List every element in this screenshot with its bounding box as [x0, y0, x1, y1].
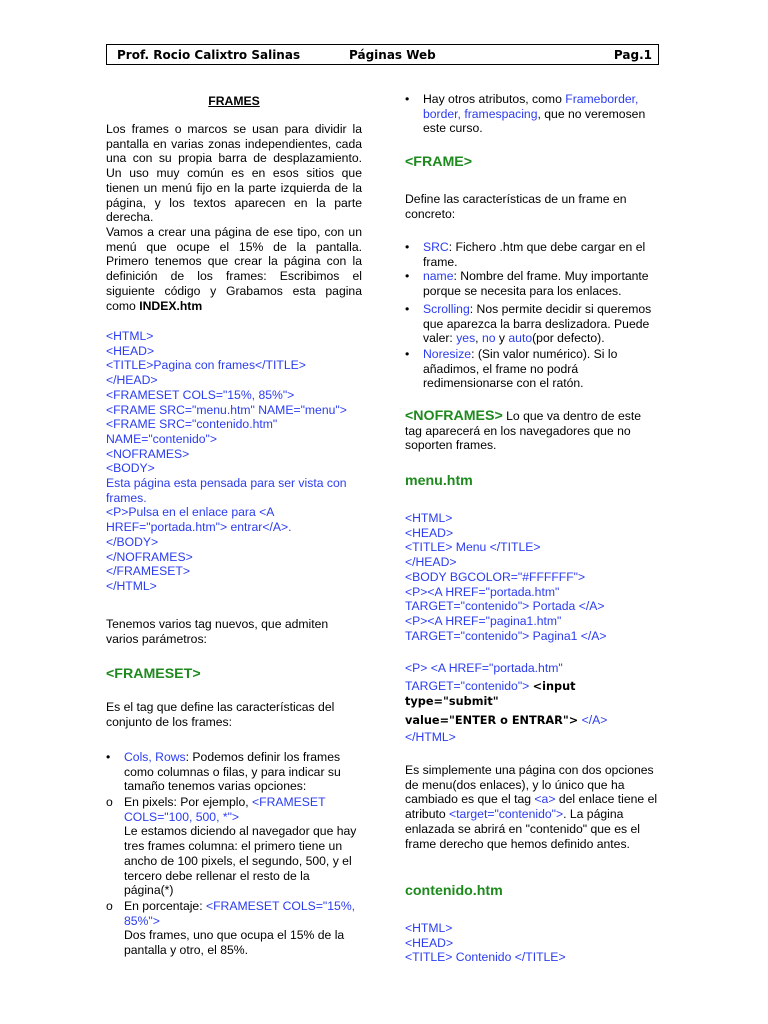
- cols-rows-term: Cols, Rows: [124, 750, 186, 764]
- list-item-text: Hay otros atributos, como: [423, 92, 566, 106]
- code-line: <P><A HREF="pagina1.htm": [405, 613, 562, 628]
- list-item-text: , que no veremosen este curso.: [423, 106, 646, 136]
- list-item: [405, 269, 661, 298]
- code-line: <FRAMESET COLS="15%, 85%">: [106, 387, 295, 402]
- menu-htm-heading: menu.htm: [405, 473, 473, 489]
- header-author: Prof. Rocio Calixtro Salinas: [117, 48, 301, 62]
- frame-heading: <FRAME>: [405, 154, 473, 170]
- code-line: <BODY>: [106, 461, 155, 476]
- contenido-htm-heading: contenido.htm: [405, 883, 503, 899]
- attr-name: Noresize: [423, 347, 472, 361]
- list-item: [106, 899, 362, 958]
- list-item: [405, 92, 661, 136]
- code-line: <P> <A HREF="portada.htm": [405, 661, 563, 675]
- code-line: <TITLE> Contenido </TITLE>: [405, 950, 566, 965]
- inline-code: <FRAMESET COLS="15%, 85%">: [124, 899, 356, 928]
- code-line: <HEAD>: [106, 343, 155, 358]
- attribute-names: Frameborder, border, framespacing: [423, 92, 639, 121]
- menu-code-block: [405, 511, 661, 643]
- attr-name: Scrolling: [423, 302, 470, 316]
- noframes-heading: <NOFRAMES>: [405, 408, 503, 424]
- section-title: FRAMES: [208, 94, 260, 108]
- code-line: </HEAD>: [106, 373, 158, 388]
- list-item: [405, 347, 661, 391]
- menu-explanation: [405, 763, 661, 851]
- value-auto: auto: [508, 331, 533, 346]
- html-close-line: </HTML>: [405, 730, 456, 744]
- explanation-text: Es simplemente una página con dos opciones de menu(dos enlaces), y lo único que ha cambiado es que el tag: [405, 763, 654, 807]
- list-item-text: : Fichero .htm que debe cargar en el frame.: [423, 240, 646, 269]
- page-header: [106, 44, 659, 65]
- list-item-text: (por defecto).: [532, 331, 605, 346]
- code-line: Esta página esta pensada para ser vista con: [106, 476, 347, 491]
- code-line: <BODY BGCOLOR="#FFFFFF">: [405, 569, 586, 584]
- value-yes: yes: [456, 331, 476, 346]
- index-filename: INDEX.htm: [139, 298, 203, 313]
- list-item-text: Dos frames, uno que ocupa el 15% de la pantalla y otro, el 85%.: [124, 928, 345, 958]
- input-submit-code: <input type="submit": [405, 679, 576, 709]
- instructions-text: Vamos a crear una página de ese tipo, con un menú que ocupe el 15% de la pantalla. Primero tenemos que crear la página con la definición de los frames: Escribimos el siguiente código y Grabamos esta pagina como: [106, 225, 362, 313]
- attr-name: name: [423, 269, 454, 283]
- list-item-text: Le estamos diciendo al navegador que hay tres frames columna: el primero tiene un ancho de 100 pixels, el segundo, 500, y el tercero debe rellenar el resto de la página(*): [124, 824, 357, 898]
- new-tags-paragraph: Tenemos varios tag nuevos, que admiten varios parámetros:: [106, 617, 329, 646]
- bullet-marker: o: [106, 899, 113, 913]
- code-line: </HTML>: [106, 578, 157, 593]
- code-line: <P>Pulsa en el enlace para <A: [106, 505, 275, 520]
- code-line: <HEAD>: [405, 935, 454, 950]
- code-line: </A>: [578, 713, 608, 728]
- code-line: <HTML>: [405, 511, 453, 525]
- target-attribute: <target="contenido">: [449, 807, 564, 822]
- frameset-heading: <FRAMESET>: [106, 666, 201, 682]
- code-line: <P><A HREF="portada.htm": [405, 584, 560, 599]
- list-item-text: : Podemos definir los frames como columnas o filas, y para indicar su tamaño tenemos varias opciones:: [124, 750, 341, 794]
- code-line: NAME="contenido">: [106, 431, 217, 446]
- attr-name: SRC: [423, 240, 449, 254]
- code-line: <FRAME SRC="menu.htm" NAME="menu">: [106, 402, 347, 417]
- explanation-text: . La página enlazada se abrirá en "contenido" que es el frame derecho que hemos definido antes.: [405, 807, 640, 851]
- header-page-number: Pag.1: [613, 48, 652, 62]
- list-item: [106, 795, 362, 898]
- separator: y: [495, 331, 509, 346]
- bullet-marker: o: [106, 795, 113, 809]
- code-line: TARGET="contenido">: [405, 678, 533, 693]
- inline-code: <FRAMESET COLS="100, 500, *">: [124, 795, 326, 824]
- list-item-text: : Nombre del frame. Muy importante porque se necesita para los enlaces.: [423, 269, 649, 298]
- list-item-text: En porcentaje:: [124, 899, 206, 913]
- submit-code-block: [405, 661, 661, 729]
- bullet-marker: •: [405, 240, 410, 254]
- a-tag: <a>: [534, 792, 556, 807]
- list-item: [405, 302, 661, 346]
- code-line: <FRAME SRC="contenido.htm": [106, 417, 278, 432]
- code-line: <HTML>: [405, 921, 453, 935]
- code-line: </HEAD>: [405, 555, 457, 570]
- list-item-text: En pixels: Por ejemplo,: [124, 795, 253, 809]
- intro-paragraph: Los frames o marcos se usan para dividir la pantalla en varias zonas independientes, cada una con su propia barra de desplazamiento. Un uso muy común es en esos sitios que tienen un menú fijo en la parte izquierda de la página, y los textos aparecen en la parte derecha.: [106, 122, 362, 225]
- code-line: <HTML>: [106, 329, 154, 343]
- code-line: <TITLE> Menu </TITLE>: [405, 540, 541, 555]
- header-subject: Páginas Web: [349, 48, 436, 62]
- bullet-marker: •: [405, 347, 410, 361]
- code-line: frames.: [106, 490, 147, 505]
- frame-description: Define las características de un frame en concreto:: [405, 192, 627, 221]
- code-line: <TITLE>Pagina con frames</TITLE>: [106, 358, 306, 373]
- list-item: [106, 750, 362, 794]
- list-item-text: : Nos permite decidir si queremos que aparezca la barra deslizadora. Puede valer:: [423, 302, 652, 346]
- code-line: </BODY>: [106, 534, 159, 549]
- explanation-text: del enlace tiene el atributo: [405, 792, 658, 822]
- separator: ,: [475, 331, 482, 346]
- instructions-paragraph: [106, 225, 362, 313]
- code-line: </FRAMESET>: [106, 564, 190, 579]
- value-code: value="ENTER o ENTRAR">: [405, 714, 579, 728]
- frameset-description: Es el tag que define las características del conjunto de los frames:: [106, 700, 335, 729]
- list-item: [405, 240, 661, 269]
- value-no: no: [481, 331, 496, 346]
- bullet-marker: •: [405, 269, 410, 283]
- code-line: <NOFRAMES>: [106, 446, 190, 461]
- noframes-paragraph: [405, 409, 661, 453]
- bullet-marker: •: [405, 92, 410, 106]
- code-line: HREF="portada.htm"> entrar</A>.: [106, 520, 292, 535]
- bullet-marker: •: [405, 302, 410, 316]
- code-line: <HEAD>: [405, 525, 454, 540]
- code-line: TARGET="contenido"> Portada </A>: [405, 599, 605, 614]
- code-line: </NOFRAMES>: [106, 549, 193, 564]
- noframes-description: Lo que va dentro de este tag aparecerá en los navegadores que no soporten frames.: [405, 409, 641, 453]
- code-line: TARGET="contenido"> Pagina1 </A>: [405, 628, 607, 643]
- list-item-text: : (Sin valor numérico). Si lo añadimos, el frame no podrá redimensionarse con el ratón.: [423, 347, 618, 391]
- index-code-block: [106, 329, 362, 594]
- bullet-marker: •: [106, 750, 111, 764]
- contenido-code-block: [405, 921, 661, 965]
